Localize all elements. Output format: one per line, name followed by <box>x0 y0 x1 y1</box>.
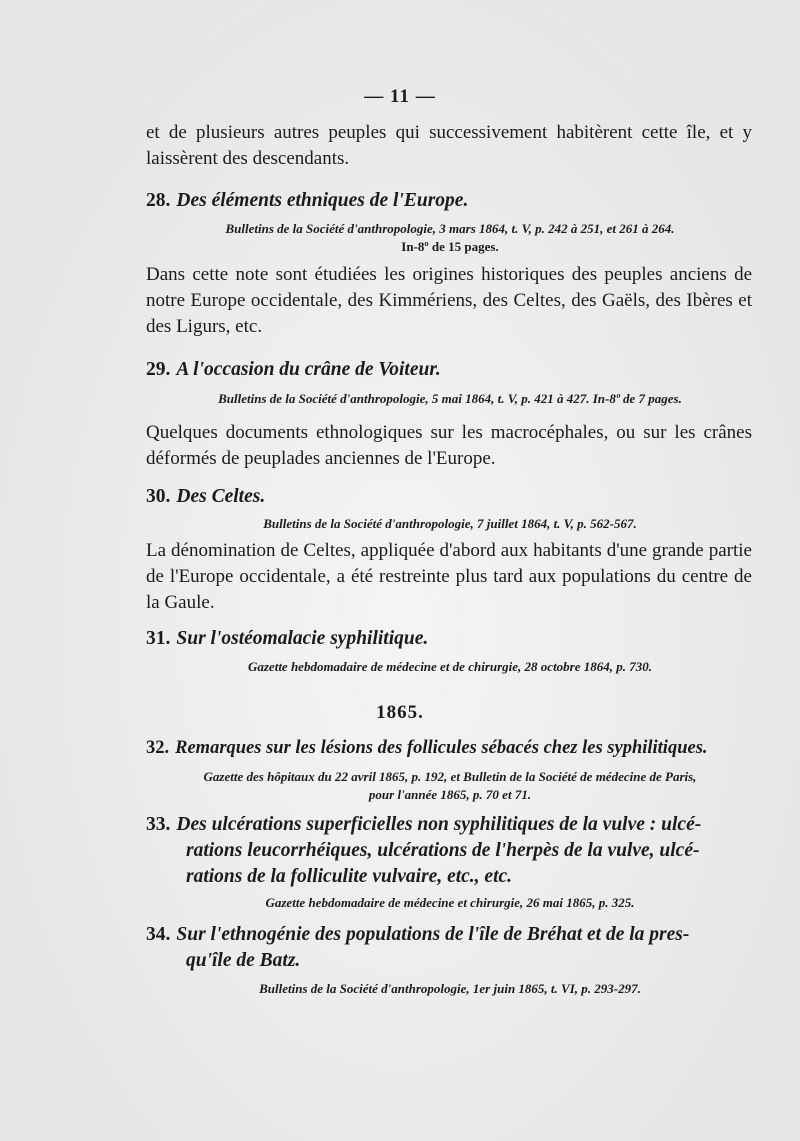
entry-32-reference <box>120 768 780 804</box>
entry-28 <box>146 188 752 214</box>
intro-line-1: et de plusieurs autres peuples qui successivement habitèrent cette île, et y <box>146 122 752 143</box>
entry-31-reference <box>120 658 780 676</box>
entry-title <box>146 357 752 383</box>
entry-31 <box>146 626 752 652</box>
intro-paragraph <box>146 120 752 172</box>
entry-number: 28. <box>146 190 171 211</box>
entry-number: 31. <box>146 628 171 649</box>
entry-number: 32. <box>146 738 170 758</box>
reference-line: Gazette hebdomadaire de médecine et de chirurgie, 28 octobre 1864, p. 730. <box>247 659 653 674</box>
entry-title <box>146 735 752 761</box>
reference-line: Bulletins de la Société d'anthropologie, 1er juin 1865, t. VI, p. 293-297. <box>259 981 641 996</box>
entry-29 <box>146 357 752 383</box>
entry-number: 29. <box>146 359 171 380</box>
entry-title-line-2: rations leucorrhéiques, ulcérations de l'herpès de la vulve, ulcé- <box>186 840 700 861</box>
entry-28-body <box>146 262 752 340</box>
entry-body: Dans cette note sont étudiées les origines historiques des peuples anciens de notre Europe occidentale, des Kimmériens, des Celtes, des Gaëls, des Ibères et des Ligurs, etc. <box>146 264 752 337</box>
entry-33 <box>146 812 752 890</box>
entry-30-body <box>146 538 752 616</box>
entry-34-reference <box>120 980 780 998</box>
reference-line: Bulletins de la Société d'anthropologie, 3 mars 1864, t. V, p. 242 à 251, et 261 à 264. <box>225 221 675 236</box>
year-heading: 1865. <box>376 702 424 723</box>
entry-title-text: A l'occasion du crâne de Voiteur. <box>176 359 441 380</box>
entry-number: 30. <box>146 486 171 507</box>
entry-29-reference <box>120 390 780 408</box>
entry-title-text: Remarques sur les lésions des follicules sébacés chez les syphilitiques. <box>175 738 708 758</box>
entry-number: 33. <box>146 814 171 835</box>
reference-line-2: In-8º de 15 pages. <box>401 239 499 254</box>
entry-title-text: Des éléments ethniques de l'Europe. <box>176 190 469 211</box>
entry-title-line-1: Sur l'ethnogénie des populations de l'île de Bréhat et de la pres- <box>176 924 690 945</box>
entry-title-line-1: Des ulcérations superficielles non syphilitiques de la vulve : ulcé- <box>176 814 702 835</box>
entry-title-line-3: rations de la folliculite vulvaire, etc., etc. <box>186 866 513 887</box>
entry-title <box>146 626 752 652</box>
entry-title-text: Sur l'ostéomalacie syphilitique. <box>176 628 429 649</box>
reference-line: Bulletins de la Société d'anthropologie, 7 juillet 1864, t. V, p. 562-567. <box>263 516 637 531</box>
entry-title <box>146 188 752 214</box>
entry-number: 34. <box>146 924 171 945</box>
entry-title-text: Des Celtes. <box>176 486 266 507</box>
reference-line: Gazette hebdomadaire de médecine et chirurgie, 26 mai 1865, p. 325. <box>265 895 635 910</box>
intro-line-2: laissèrent des descendants. <box>146 148 350 169</box>
page-number: — 11 — <box>364 86 436 107</box>
entry-28-reference <box>120 220 780 256</box>
entry-title <box>146 922 752 948</box>
entry-title <box>146 484 752 510</box>
entry-32 <box>146 735 752 761</box>
reference-line: Gazette des hôpitaux du 22 avril 1865, p. 192, et Bulletin de la Société de médecine de Paris, <box>203 769 697 784</box>
reference-line: Bulletins de la Société d'anthropologie, 5 mai 1864, t. V, p. 421 à 427. In-8º de 7 pages. <box>218 391 682 406</box>
entry-33-reference <box>120 894 780 912</box>
entry-body: La dénomination de Celtes, appliquée d'abord aux habitants d'une grande partie de l'Europe occidentale, a été restreinte plus tard aux populations du centre de la Gaule. <box>146 540 752 613</box>
entry-title <box>146 812 752 838</box>
entry-30-reference <box>120 515 780 533</box>
entry-title-line-2: qu'île de Batz. <box>186 950 301 971</box>
entry-29-body <box>146 420 752 472</box>
entry-30 <box>146 484 752 510</box>
entry-34 <box>146 922 752 974</box>
reference-line-2: pour l'année 1865, p. 70 et 71. <box>368 787 532 802</box>
entry-body: Quelques documents ethnologiques sur les macrocéphales, ou sur les crânes déformés de peuplades anciennes de l'Europe. <box>146 422 752 469</box>
